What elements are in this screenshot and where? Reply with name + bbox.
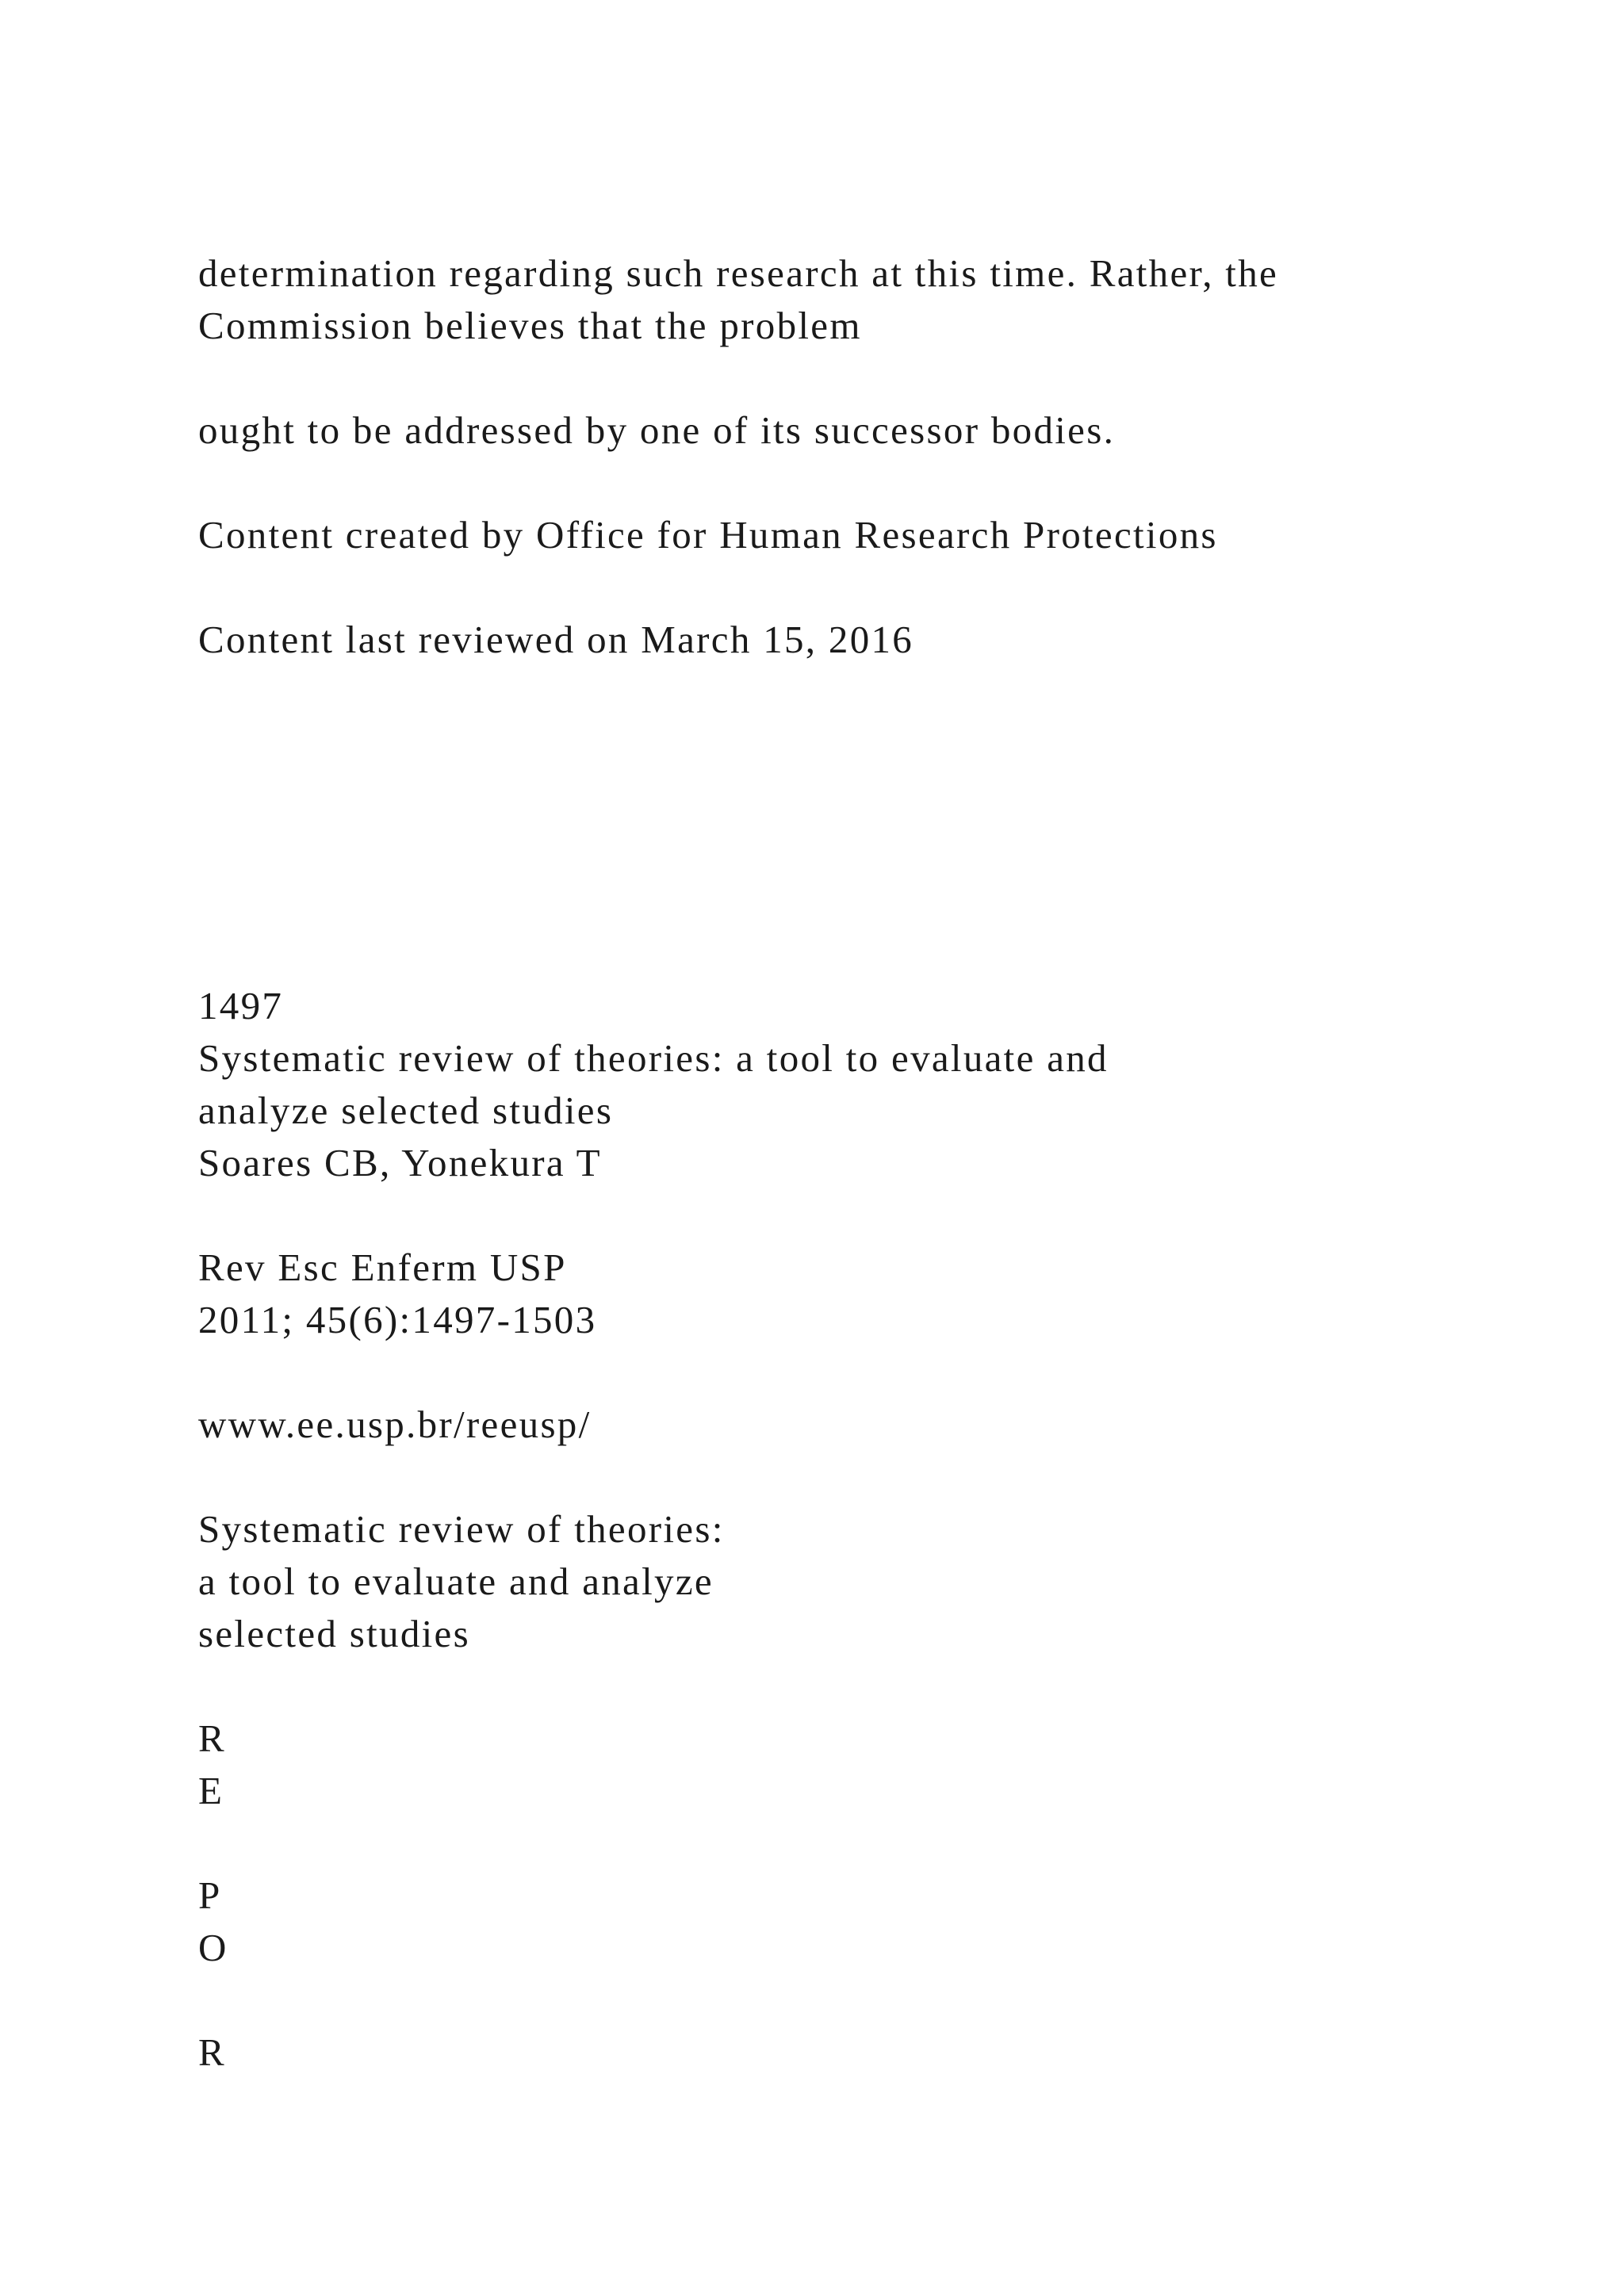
section-letter: R: [198, 1716, 226, 1760]
body-text-line: Commission believes that the problem: [198, 304, 862, 347]
content-review-date: Content last reviewed on March 15, 2016: [198, 618, 914, 661]
article-title: Systematic review of theories:: [198, 1507, 725, 1551]
running-title: analyze selected studies: [198, 1089, 614, 1132]
journal-citation: 2011; 45(6):1497-1503: [198, 1298, 597, 1341]
section-letter: P: [198, 1873, 222, 1917]
article-title: a tool to evaluate and analyze: [198, 1559, 714, 1603]
page-number: 1497: [198, 984, 284, 1027]
running-authors: Soares CB, Yonekura T: [198, 1141, 602, 1184]
journal-name: Rev Esc Enferm USP: [198, 1246, 567, 1289]
running-title: Systematic review of theories: a tool to evaluate and: [198, 1036, 1109, 1080]
journal-url: www.ee.usp.br/reeusp/: [198, 1402, 592, 1446]
body-text-line: ought to be addressed by one of its successor bodies.: [198, 408, 1116, 452]
body-text-line: determination regarding such research at this time. Rather, the: [198, 251, 1279, 295]
section-letter: O: [198, 1926, 228, 1969]
content-credit-line: Content created by Office for Human Research Protections: [198, 513, 1218, 557]
article-title: selected studies: [198, 1612, 470, 1655]
section-letter: E: [198, 1769, 224, 1812]
section-letter: R: [198, 2030, 226, 2074]
